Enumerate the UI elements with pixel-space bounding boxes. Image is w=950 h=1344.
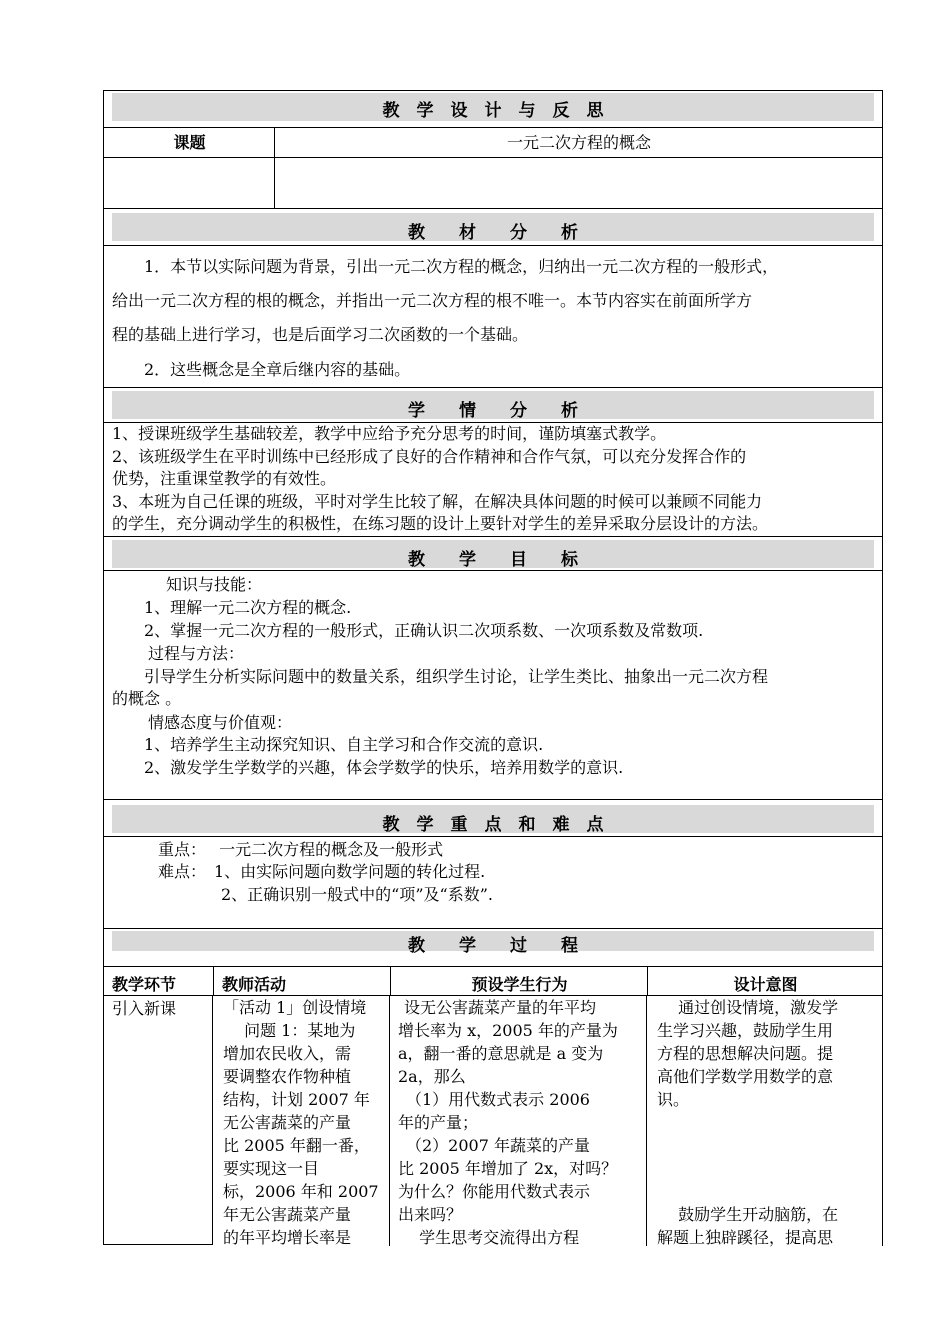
teacher-line-8: 要实现这一目	[223, 1159, 320, 1178]
teacher-line-9: 标，2006 年和 2007	[223, 1182, 379, 1201]
material-line-2: 给出一元二次方程的根的概念，并指出一元二次方程的根不唯一。本节内容实在前面所学方	[112, 291, 753, 310]
keypoints-line-3: 2、正确识别一般式中的“项”及“系数”.	[221, 885, 493, 904]
blank-cell	[104, 158, 275, 208]
goals-line-3: 2、掌握一元二次方程的一般形式，正确认识二次项系数、一次项系数及常数项.	[144, 621, 704, 640]
title-row	[103, 90, 883, 127]
students-line-3: 优势，注重课堂教学的有效性。	[112, 469, 337, 488]
keypoints-heading-row	[103, 799, 883, 836]
col-stage-label: 教学环节	[112, 975, 177, 994]
stage-value: 引入新课	[112, 999, 177, 1018]
subject-label: 课题	[173, 133, 206, 152]
material-heading: 教 材 分 析	[408, 223, 578, 243]
intent-line-6: 鼓励学生开动脑筋，在	[657, 1205, 839, 1224]
student-line-8: 比 2005 年增加了 2x，对吗？	[398, 1159, 618, 1178]
keypoints-line-2: 难点： 1、由实际问题向数学问题的转化过程.	[158, 862, 486, 881]
keypoints-line-1: 重点： 一元二次方程的概念及一般形式	[158, 840, 444, 859]
teacher-line-1: 「活动 1」创设情境	[223, 998, 367, 1017]
keypoints-content	[103, 836, 883, 928]
col-student	[391, 967, 648, 995]
goals-line-5: 引导学生分析实际问题中的数量关系，组织学生讨论，让学生类比、抽象出一元二次方程	[144, 667, 769, 686]
subject-value: 一元二次方程的概念	[506, 133, 651, 152]
student-line-1: 设无公害蔬菜产量的年平均	[404, 998, 597, 1017]
goals-line-1: 知识与技能：	[166, 575, 263, 594]
stage-cell	[103, 996, 213, 1245]
student-line-9: 为什么？你能用代数式表示	[398, 1182, 591, 1201]
student-line-4: 2a，那么	[398, 1067, 466, 1086]
teacher-line-3: 增加农民收入，需	[223, 1044, 352, 1063]
students-line-4: 3、本班为自己任课的班级，平时对学生比较了解，在解决具体问题的时候可以兼顾不同能力	[112, 492, 763, 511]
process-header-row	[103, 966, 883, 996]
teacher-line-6: 无公害蔬菜的产量	[223, 1113, 352, 1132]
teacher-line-11: 的年平均增长率是	[223, 1228, 352, 1247]
teacher-line-2: 问题 1：某地为	[223, 1021, 356, 1040]
student-cell	[390, 996, 647, 1246]
student-line-2: 增长率为 x，2005 年的产量为	[398, 1021, 618, 1040]
keypoints-heading: 教 学 重 点 和 难 点	[382, 815, 604, 835]
student-line-11: 学生思考交流得出方程	[398, 1228, 580, 1247]
process-heading-row	[103, 928, 883, 966]
col-stage	[104, 967, 214, 995]
goals-line-9: 2、激发学生学数学的兴趣，体会学数学的快乐，培养用数学的意识.	[144, 758, 624, 777]
goals-line-7: 情感态度与价值观：	[148, 713, 293, 732]
teacher-line-4: 要调整农作物种植	[223, 1067, 352, 1086]
material-content	[103, 245, 883, 387]
goals-line-8: 1、培养学生主动探究知识、自主学习和合作交流的意识.	[144, 735, 544, 754]
student-line-10: 出来吗？	[398, 1205, 463, 1224]
document-title: 教 学 设 计 与 反 思	[382, 101, 604, 121]
students-line-2: 2、该班级学生在平时训练中已经形成了良好的合作精神和合作气氛，可以充分发挥合作的	[112, 447, 747, 466]
student-line-5: （1）用代数式表示 2006	[398, 1090, 590, 1109]
students-heading-row	[103, 387, 883, 422]
teacher-line-5: 结构，计划 2007 年	[223, 1090, 370, 1109]
col-teacher-label: 教师活动	[222, 975, 287, 994]
students-line-1: 1、授课班级学生基础较差，教学中应给予充分思考的时间，谨防填塞式教学。	[112, 424, 667, 443]
goals-line-2: 1、理解一元二次方程的概念.	[144, 598, 352, 617]
col-intent-label: 设计意图	[733, 975, 798, 994]
col-teacher	[214, 967, 391, 995]
material-line-4: 2．这些概念是全章后继内容的基础。	[144, 360, 411, 379]
subject-row	[103, 127, 883, 157]
teacher-line-7: 比 2005 年翻一番，	[223, 1136, 370, 1155]
intent-cell	[647, 996, 883, 1246]
material-heading-row	[103, 208, 883, 245]
goals-heading: 教 学 目 标	[408, 550, 578, 570]
goals-line-4: 过程与方法：	[148, 644, 245, 663]
blank-row	[103, 157, 883, 208]
students-line-5: 的学生，充分调动学生的积极性，在练习题的设计上要针对学生的差异采取分层设计的方法。	[112, 514, 769, 533]
student-line-6: 年的产量；	[398, 1113, 479, 1132]
material-line-3: 程的基础上进行学习，也是后面学习二次函数的一个基础。	[112, 325, 529, 344]
goals-content	[103, 570, 883, 799]
intent-line-7: 解题上独辟蹊径，提高思	[657, 1228, 834, 1247]
student-line-7: （2）2007 年蔬菜的产量	[398, 1136, 590, 1155]
material-line-1: 1．本节以实际问题为背景，引出一元二次方程的概念，归纳出一元二次方程的一般形式，	[144, 257, 779, 276]
teacher-cell	[213, 996, 390, 1246]
process-body	[103, 996, 883, 1246]
students-heading: 学 情 分 析	[408, 401, 578, 421]
process-heading: 教 学 过 程	[408, 936, 578, 956]
students-content	[103, 422, 883, 536]
student-line-3: a，翻一番的意思就是 a 变为	[398, 1044, 604, 1063]
intent-line-4: 高他们学数学用数学的意	[657, 1067, 834, 1086]
intent-line-3: 方程的思想解决问题。提	[657, 1044, 834, 1063]
intent-line-2: 生学习兴趣，鼓励学生用	[657, 1021, 834, 1040]
subject-label-cell	[104, 128, 275, 157]
intent-line-1: 通过创设情境，激发学	[657, 998, 839, 1017]
goals-heading-row	[103, 536, 883, 570]
teacher-line-10: 年无公害蔬菜产量	[223, 1205, 352, 1224]
goals-line-6: 的概念 。	[112, 689, 182, 708]
col-student-label: 预设学生行为	[471, 975, 568, 994]
intent-line-5: 识。	[657, 1090, 690, 1109]
